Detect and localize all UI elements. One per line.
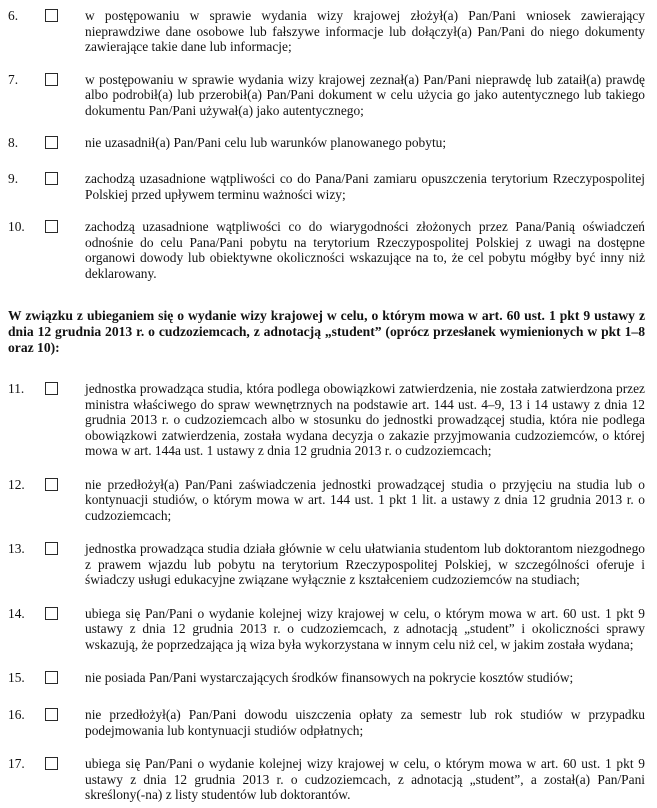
section-heading: W związku z ubieganiem się o wydanie wizy krajowej w celu, o którym mowa w art. 60 ust. 1 pkt 9 ustawy z dnia 12 grudnia 2013 r. o cudzoziemcach, z adnotacją „student” (oprócz przesłanek wymienionych w pkt 1–8 oraz 10):: [8, 308, 645, 355]
checkbox[interactable]: [45, 136, 58, 149]
item-number: 14.: [8, 605, 25, 621]
item-number: 7.: [8, 71, 19, 87]
item-number: 9.: [8, 171, 19, 186]
item-text: nie przedłożył(a) Pan/Pani dowodu uiszczenia opłaty za semestr lub rok studiów w przypadku podejmowania lub kontynuacji studiów odpłatnych;: [85, 707, 645, 738]
checkbox[interactable]: [45, 73, 58, 86]
checkbox[interactable]: [45, 9, 58, 22]
checkbox-cell: [45, 541, 85, 560]
item-text: zachodzą uzasadnione wątpliwości co do Pana/Pani zamiaru opuszczenia terytorium Rzeczypospolitej Polskiej przed upływem terminu ważności wizy;: [85, 171, 645, 202]
item-text: zachodzą uzasadnione wątpliwości co do wiarygodności złożonych przez Pana/Panią oświadczeń odnośnie do celu Pana/Pani pobytu na terytorium Rzeczypospolitej Polskiej z uwagi na dostępne organowi dowody lub obiektywne okoliczności wskazujące na to, że cel pobytu mógłby być inny niż deklarowany.: [85, 219, 645, 281]
checkbox-cell: [45, 171, 85, 190]
item-number: 15.: [8, 670, 25, 685]
checkbox[interactable]: [45, 607, 58, 620]
item-text: ubiega się Pan/Pani o wydanie kolejnej wizy krajowej w celu, o którym mowa w art. 60 ust. 1 pkt 9 ustawy z dnia 12 grudnia 2013 r. o cudzoziemcach, z adnotacją „student” i okoliczności sprawy wskazują, że poprzedzająca ją wiza była wykorzystana w innym celu niż cel, w jakim została wydana;: [85, 605, 645, 652]
checkbox[interactable]: [45, 172, 58, 185]
form-item-7: [8, 72, 645, 119]
form-item-9: [8, 171, 645, 202]
form-item-14: [8, 606, 645, 653]
checkbox-cell: [45, 72, 85, 91]
form-item-17: [8, 756, 645, 803]
checkbox-cell: [45, 8, 85, 27]
item-text: nie uzasadnił(a) Pan/Pani celu lub warunków planowanego pobytu;: [85, 135, 447, 150]
item-number: 8.: [8, 135, 19, 150]
form-item-8: [8, 135, 645, 154]
checkbox-cell: [45, 477, 85, 496]
form-item-13: [8, 541, 645, 588]
item-text: w postępowaniu w sprawie wydania wizy krajowej złożył(a) Pan/Pani wniosek zawierający nieprawdziwe dane osobowe lub fałszywe informacje lub dołączył(a) Pan/Pani do niego dokumenty zawierające takie dane lub informacje;: [85, 8, 645, 54]
form-item-15: [8, 670, 645, 689]
item-number: 10.: [8, 219, 25, 234]
checkbox-cell: [45, 707, 85, 726]
checkbox-cell: [45, 135, 85, 154]
checkbox-cell: [45, 219, 85, 238]
item-text: ubiega się Pan/Pani o wydanie kolejnej wizy krajowej w celu, o którym mowa w art. 60 ust. 1 pkt 9 ustawy z dnia 12 grudnia 2013 r. o cudzoziemcach, z adnotacją „student”, a został(a) Pan/Pani skreślony(-na) z listy studentów lub doktorantów.: [85, 756, 645, 802]
checkbox-cell: [45, 670, 85, 689]
form-item-11: [8, 381, 645, 459]
checkbox[interactable]: [45, 671, 58, 684]
item-number: 6.: [8, 8, 19, 23]
item-number: 12.: [8, 476, 25, 492]
checkbox[interactable]: [45, 708, 58, 721]
checkbox-cell: [45, 381, 85, 400]
item-text: nie posiada Pan/Pani wystarczających środków finansowych na pokrycie kosztów studiów;: [85, 670, 574, 685]
form-item-16: [8, 707, 645, 738]
item-text: jednostka prowadząca studia działa głównie w celu ułatwiania studentom lub doktorantom niezgodnego z prawem wjazdu lub pobytu na terytorium Rzeczypospolitej Polskiej, w szczególności oferuje i świadczy usługi edukacyjne związane wyłącznie z kształceniem cudzoziemców na studiach;: [85, 541, 645, 587]
checkbox[interactable]: [45, 757, 58, 770]
item-number: 11.: [8, 381, 25, 396]
checkbox[interactable]: [45, 478, 58, 491]
item-text: w postępowaniu w sprawie wydania wizy krajowej zeznał(a) Pan/Pani nieprawdę lub zataił(a) prawdę albo podrobił(a) lub przerobił(a) Pan/Pani dokument w celu użycia go jako autentycznego lub takiego dokumentu Pan/Pani używał(a) jako autentycznego;: [85, 71, 645, 118]
item-text: nie przedłożył(a) Pan/Pani zaświadczenia jednostki prowadzącej studia o przyjęciu na studia lub o kontynuacji studiów, o którym mowa w art. 144 ust. 1 pkt 1 lit. a ustawy z dnia 12 grudnia 2013 r. o cudzoziemcach;: [85, 476, 645, 523]
item-number: 16.: [8, 707, 25, 722]
item-number: 17.: [8, 756, 25, 771]
checkbox[interactable]: [45, 382, 58, 395]
checkbox-cell: [45, 756, 85, 775]
item-text: jednostka prowadząca studia, która podlega obowiązkowi zatwierdzenia, nie została zatwierdzona przez ministra właściwego do spraw wewnętrznych na podstawie art. 144 ust. 4–9, 13 i 14 ustawy z dnia 12 grudnia 2013 r. o cudzoziemcach albo w stosunku do jednostki prowadzącej studia, która nie podlega obowiązkowi zatwierdzenia, została wydana decyzja o zakazie przyjmowania cudzoziemców, o której mowa w art. 144a ust. 1 ustawy z dnia 12 grudnia 2013 r. o cudzoziemcach;: [85, 381, 645, 458]
item-number: 13.: [8, 541, 25, 556]
checkbox[interactable]: [45, 220, 58, 233]
form-item-10: [8, 219, 645, 281]
form-item-6: [8, 8, 645, 55]
checkbox-cell: [45, 606, 85, 625]
checkbox[interactable]: [45, 542, 58, 555]
form-item-12: [8, 477, 645, 524]
